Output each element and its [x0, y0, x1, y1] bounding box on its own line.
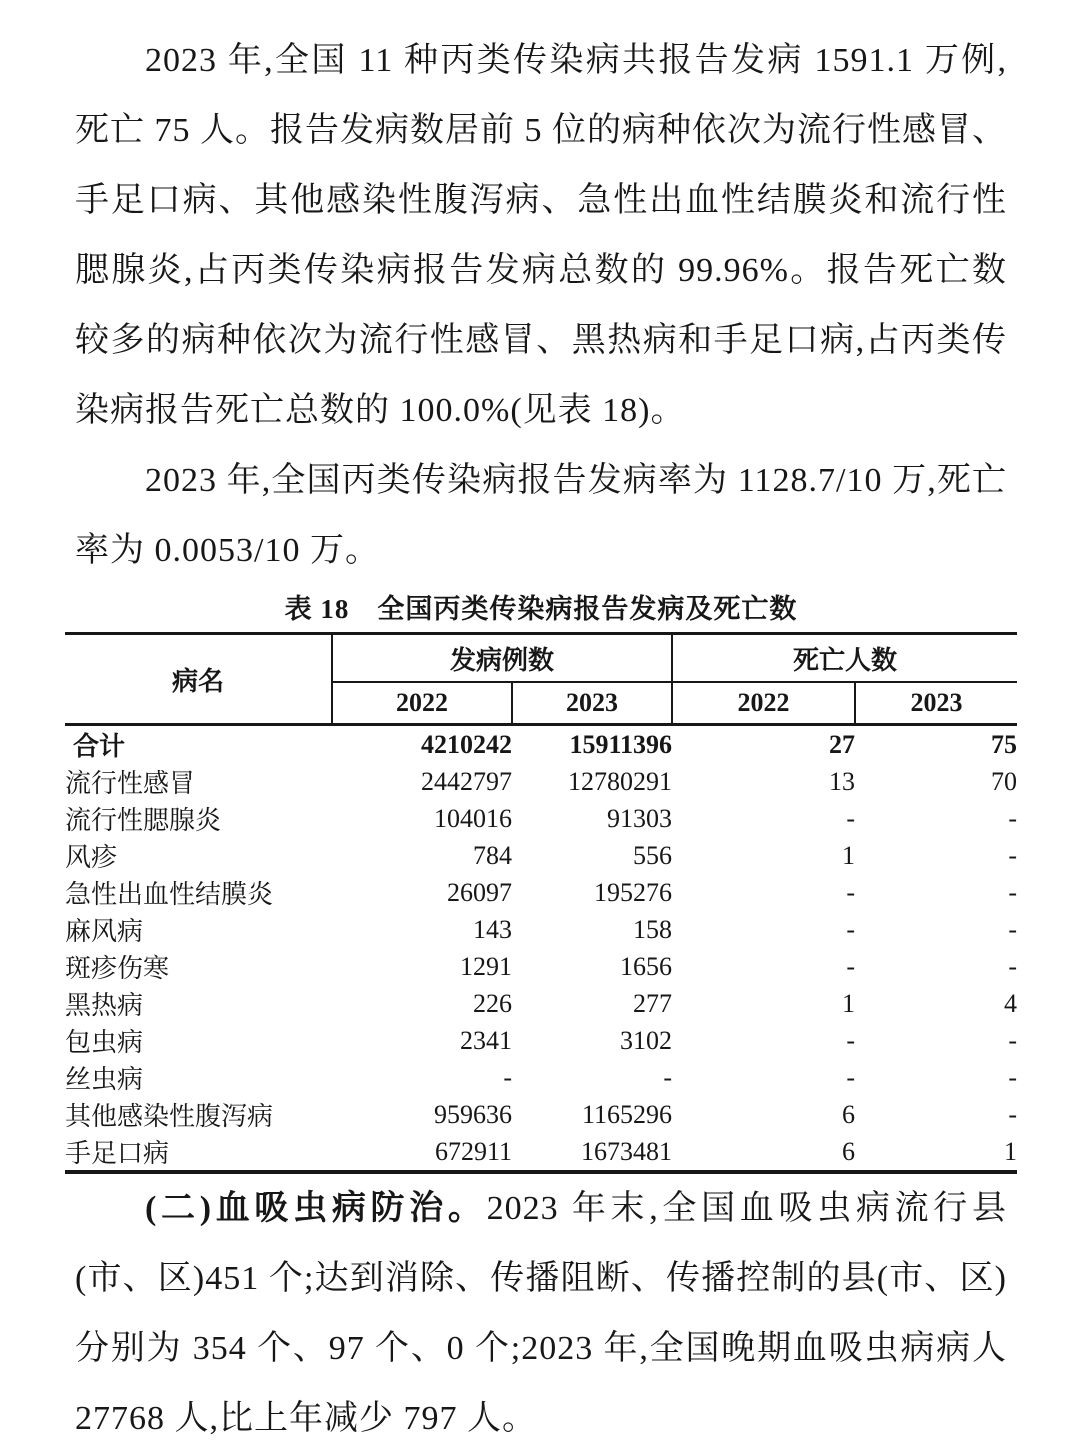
table-row [65, 800, 1017, 837]
paragraph-body-text: 2023 年末,全国血吸虫病流行县(市、区)451 个;达到消除、传播阻断、传播控制的县(市、区)分别为 354 个、97 个、0 个;2023 年,全国晚期血吸虫病病人 27768 人,比上年减少 797 人。 [75, 1190, 1007, 1437]
cases-2023-cell: 277 [633, 988, 673, 1018]
deaths-2023-cell: - [1008, 914, 1018, 944]
table-row [65, 837, 1017, 874]
table-row [65, 1059, 1017, 1096]
cases-2023-cell: 1673481 [581, 1136, 673, 1166]
paragraph-class-c-summary: 2023 年,全国 11 种丙类传染病共报告发病 1591.1 万例,死亡 75 人。报告发病数居前 5 位的病种依次为流行性感冒、手足口病、其他感染性腹泻病、急性出血性结膜炎和流行性腮腺炎,占丙类传染病报告发病总数的 99.96%。报告死亡数较多的病种依次为流行性感冒、黑热病和手足口病,占丙类传染病报告死亡总数的 100.0%(见表 18)。 [75, 42, 1007, 429]
deaths-2023-cell: - [1008, 951, 1018, 981]
column-header-deaths-2023: 2023 [855, 682, 1017, 725]
cases-2022-cell: 104016 [434, 803, 512, 833]
disease-name-cell: 风疹 [65, 843, 118, 872]
cases-2023-cell: - [663, 1062, 673, 1092]
deaths-2022-cell: - [846, 1025, 856, 1055]
cases-2023-cell: 158 [633, 914, 673, 944]
deaths-2023-cell: - [1008, 1099, 1018, 1129]
table-row [65, 725, 1017, 764]
class-c-disease-table [65, 632, 1017, 1174]
cases-2023-cell: 1165296 [581, 1099, 673, 1129]
cases-2022-cell: 959636 [434, 1099, 512, 1129]
cases-2023-cell: 3102 [620, 1025, 673, 1055]
table-row [65, 948, 1017, 985]
column-header-cases-2022: 2022 [332, 682, 512, 725]
paragraph-class-c-rates: 2023 年,全国丙类传染病报告发病率为 1128.7/10 万,死亡率为 0.0053/10 万。 [75, 462, 1007, 569]
disease-name-cell: 斑疹伤寒 [65, 954, 170, 983]
column-header-cases-2023: 2023 [512, 682, 672, 725]
disease-name-cell: 急性出血性结膜炎 [65, 880, 274, 909]
cases-2022-cell: 2442797 [421, 766, 512, 796]
deaths-2022-cell: - [846, 877, 856, 907]
cases-2023-cell: 91303 [607, 803, 673, 833]
deaths-2023-cell: - [1008, 840, 1018, 870]
deaths-2022-cell: 1 [842, 988, 856, 1018]
deaths-2022-cell: - [846, 914, 856, 944]
cases-2022-cell: 26097 [447, 877, 512, 907]
cases-2022-cell: 143 [473, 914, 512, 944]
deaths-2023-cell: - [1008, 1025, 1018, 1055]
cases-2022-cell: 672911 [434, 1136, 512, 1166]
paragraph-lead-bold: (二)血吸虫病防治。 [145, 1190, 487, 1227]
column-group-cases: 发病例数 [332, 634, 672, 683]
cases-2022-cell: 784 [473, 840, 512, 870]
deaths-2023-cell: 1 [1004, 1136, 1018, 1166]
cases-2022-cell: 2341 [460, 1025, 512, 1055]
disease-name-cell: 流行性感冒 [65, 769, 196, 798]
disease-name-cell: 流行性腮腺炎 [65, 806, 222, 835]
deaths-2023-cell: - [1008, 1062, 1018, 1092]
deaths-2023-cell: - [1008, 877, 1018, 907]
table-row [65, 1096, 1017, 1133]
disease-name-cell: 麻风病 [65, 917, 144, 946]
table-body [65, 725, 1017, 1173]
cases-2023-cell: 195276 [594, 877, 673, 907]
disease-name-cell: 手足口病 [65, 1139, 170, 1168]
column-header-disease-name: 病名 [65, 634, 332, 725]
deaths-2023-cell: 75 [991, 729, 1018, 759]
table-row [65, 1022, 1017, 1059]
disease-name-cell: 其他感染性腹泻病 [65, 1102, 274, 1131]
table-18-title: 表 18 全国丙类传染病报告发病及死亡数 [284, 594, 798, 624]
table-row [65, 911, 1017, 948]
cases-2023-cell: 1656 [620, 951, 673, 981]
cases-2023-cell: 15911396 [569, 729, 673, 759]
deaths-2022-cell: 27 [829, 729, 856, 759]
cases-2022-cell: 226 [473, 988, 512, 1018]
deaths-2022-cell: - [846, 803, 856, 833]
deaths-2022-cell: 13 [829, 766, 856, 796]
deaths-2022-cell: 1 [842, 840, 856, 870]
cases-2023-cell: 556 [633, 840, 673, 870]
table-row [65, 874, 1017, 911]
disease-name-cell: 包虫病 [65, 1028, 144, 1057]
column-header-deaths-2022: 2022 [672, 682, 855, 725]
column-group-deaths: 死亡人数 [672, 634, 1017, 683]
disease-name-cell: 合计 [73, 732, 126, 761]
disease-name-cell: 丝虫病 [65, 1065, 144, 1094]
deaths-2022-cell: 6 [842, 1099, 856, 1129]
deaths-2023-cell: 4 [1004, 988, 1018, 1018]
table-row [65, 763, 1017, 800]
deaths-2022-cell: - [846, 1062, 856, 1092]
table-row [65, 1133, 1017, 1172]
table-row [65, 985, 1017, 1022]
cases-2022-cell: - [503, 1062, 512, 1092]
deaths-2022-cell: 6 [842, 1136, 856, 1166]
table-header-group-row [65, 634, 1017, 683]
paragraph-schistosomiasis [75, 1174, 1007, 1448]
cases-2023-cell: 12780291 [568, 766, 673, 796]
deaths-2022-cell: - [846, 951, 856, 981]
deaths-2023-cell: 70 [991, 766, 1018, 796]
deaths-2023-cell: - [1008, 803, 1018, 833]
cases-2022-cell: 4210242 [421, 729, 512, 759]
disease-name-cell: 黑热病 [65, 991, 144, 1020]
cases-2022-cell: 1291 [460, 951, 512, 981]
